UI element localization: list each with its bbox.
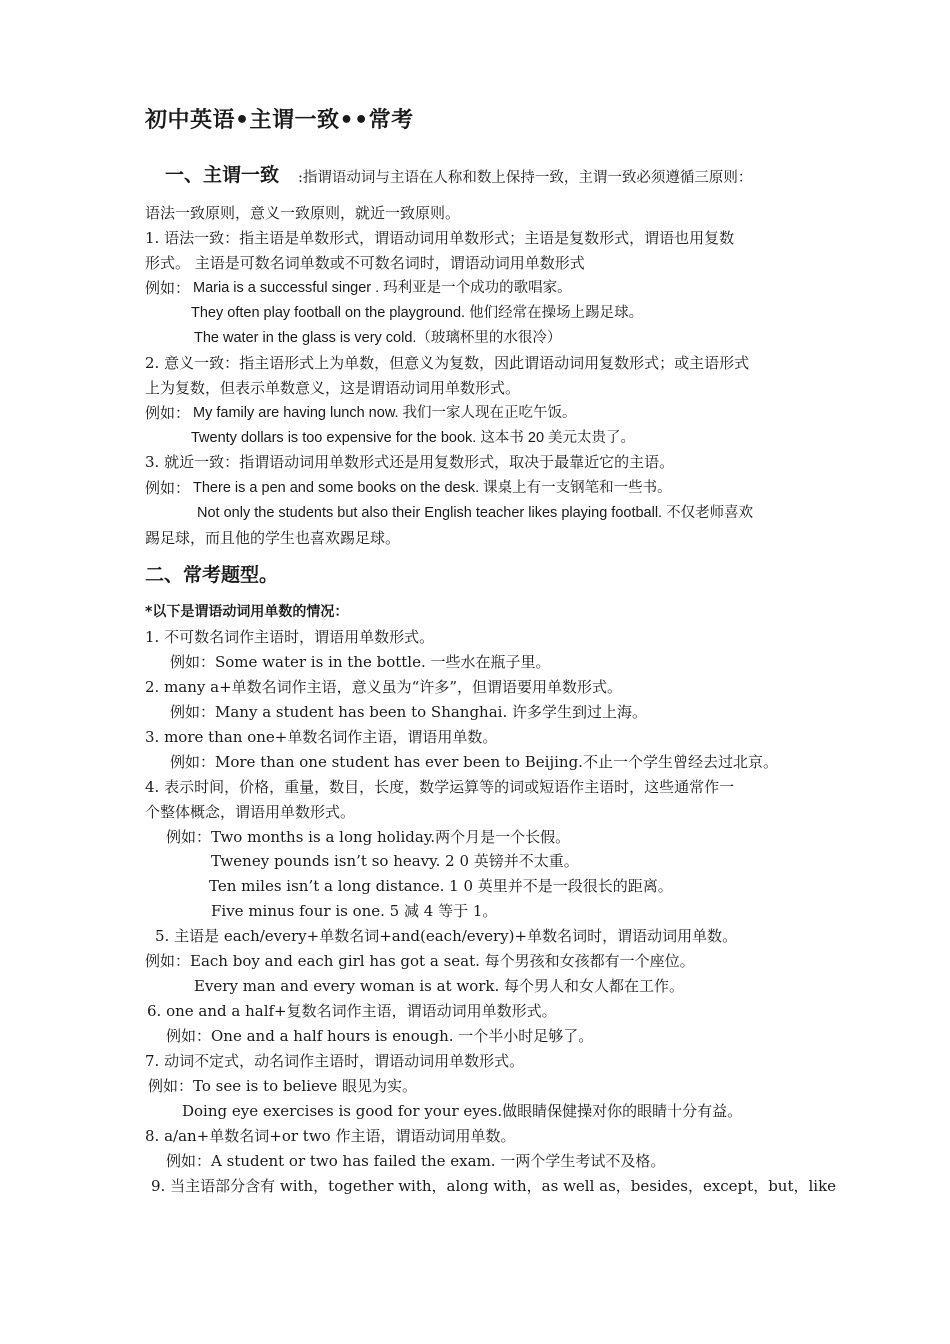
- example-sentence: Tweney pounds isn’t so heavy. 2 0 英镑并不太重。: [211, 852, 579, 870]
- example-sentence: My family are having lunch now. 我们一家人现在正吃午饭。: [193, 405, 577, 421]
- example-sentence: 例如：Some water is in the bottle. 一些水在瓶子里。: [170, 653, 551, 671]
- rule-item-continued: 个整体概念，谓语用单数形式。: [145, 803, 356, 821]
- rule-1-line-a: 1. 语法一致：指主语是单数形式，谓语动词用单数形式；主语是复数形式，谓语也用复数: [145, 229, 735, 247]
- example-label: 例如：: [145, 279, 191, 297]
- example-sentence: Five minus four is one. 5 减 4 等于 1。: [211, 902, 498, 920]
- rule-1-line-b: 形式。 主语是可数名词单数或不可数名词时，谓语动词用单数形式: [145, 254, 585, 272]
- example-label: 例如：: [145, 479, 191, 497]
- page-title: 初中英语•主谓一致••常考: [145, 108, 414, 133]
- rule-item: 7. 动词不定式，动名词作主语时，谓语动词用单数形式。: [145, 1052, 525, 1070]
- section-2-subheading: *以下是谓语动词用单数的情况：: [145, 604, 349, 620]
- example-sentence: 例如：More than one student has ever been to Beijing.不止一个学生曾经去过北京。: [170, 753, 778, 771]
- example-sentence: There is a pen and some books on the desk. 课桌上有一支钢笔和一些书。: [193, 480, 672, 496]
- example-sentence: The water in the glass is very cold.（玻璃杯里的水很冷）: [194, 330, 562, 346]
- rule-item: 5. 主语是 each/every+单数名词+and(each/every)+单数名词时，谓语动词用单数。: [155, 927, 738, 945]
- rule-item: 3. more than one+单数名词作主语，谓语用单数。: [145, 728, 498, 746]
- example-sentence-continued: 踢足球，而且他的学生也喜欢踢足球。: [145, 529, 401, 547]
- rule-item: 9. 当主语部分含有 with，together with，along with，as well as，besides，except，but，like: [151, 1177, 837, 1195]
- example-sentence: 例如：Two months is a long holiday.两个月是一个长假。: [166, 828, 571, 846]
- example-sentence: Maria is a successful singer . 玛利亚是一个成功的歌唱家。: [193, 280, 572, 296]
- principles-line: 语法一致原则，意义一致原则，就近一致原则。: [145, 204, 461, 222]
- section-1-heading: 一、主谓一致: [165, 164, 280, 186]
- rule-item: 8. a/an+单数名词+or two 作主语，谓语动词用单数。: [145, 1127, 516, 1145]
- rule-2-line-b: 上为复数，但表示单数意义，这是谓语动词用单数形式。: [145, 379, 521, 397]
- section-1-intro: :指谓语动词与主语在人称和数上保持一致，主谓一致必须遵循三原则：: [298, 170, 753, 186]
- rule-2-line-a: 2. 意义一致：指主语形式上为单数，但意义为复数，因此谓语动词用复数形式；或主语形式: [145, 354, 750, 372]
- example-sentence: 例如：A student or two has failed the exam. 一两个学生考试不及格。: [166, 1152, 666, 1170]
- example-sentence: Not only the students but also their English teacher likes playing football. 不仅老师喜欢: [197, 505, 754, 521]
- example-sentence: Doing eye exercises is good for your eyes.做眼睛保健操对你的眼睛十分有益。: [182, 1102, 743, 1120]
- rule-item: 4. 表示时间，价格，重量，数目，长度，数学运算等的词或短语作主语时，这些通常作一: [145, 778, 735, 796]
- example-sentence: They often play football on the playground. 他们经常在操场上踢足球。: [191, 305, 644, 321]
- example-sentence: 例如：To see is to believe 眼见为实。: [148, 1077, 418, 1095]
- rule-item: 6. one and a half+复数名词作主语，谓语动词用单数形式。: [147, 1002, 557, 1020]
- rule-item: 2. many a+单数名词作主语，意义虽为“许多”，但谓语要用单数形式。: [145, 678, 622, 696]
- example-sentence: 例如：Each boy and each girl has got a seat. 每个男孩和女孩都有一个座位。: [145, 952, 695, 970]
- example-sentence: 例如：One and a half hours is enough. 一个半小时足够了。: [166, 1027, 594, 1045]
- example-label: 例如：: [145, 404, 191, 422]
- example-sentence: Ten miles isn’t a long distance. 1 0 英里并不是一段很长的距离。: [209, 877, 673, 895]
- section-2-heading: 二、常考题型。: [145, 564, 279, 586]
- example-sentence: 例如：Many a student has been to Shanghai. 许多学生到过上海。: [170, 703, 647, 721]
- rule-item: 1. 不可数名词作主语时，谓语用单数形式。: [145, 628, 435, 646]
- rule-3-line-a: 3. 就近一致：指谓语动词用单数形式还是用复数形式，取决于最靠近它的主语。: [145, 453, 675, 471]
- example-sentence: Twenty dollars is too expensive for the book. 这本书 20 美元太贵了。: [191, 430, 636, 446]
- example-sentence: Every man and every woman is at work. 每个男人和女人都在工作。: [194, 977, 685, 995]
